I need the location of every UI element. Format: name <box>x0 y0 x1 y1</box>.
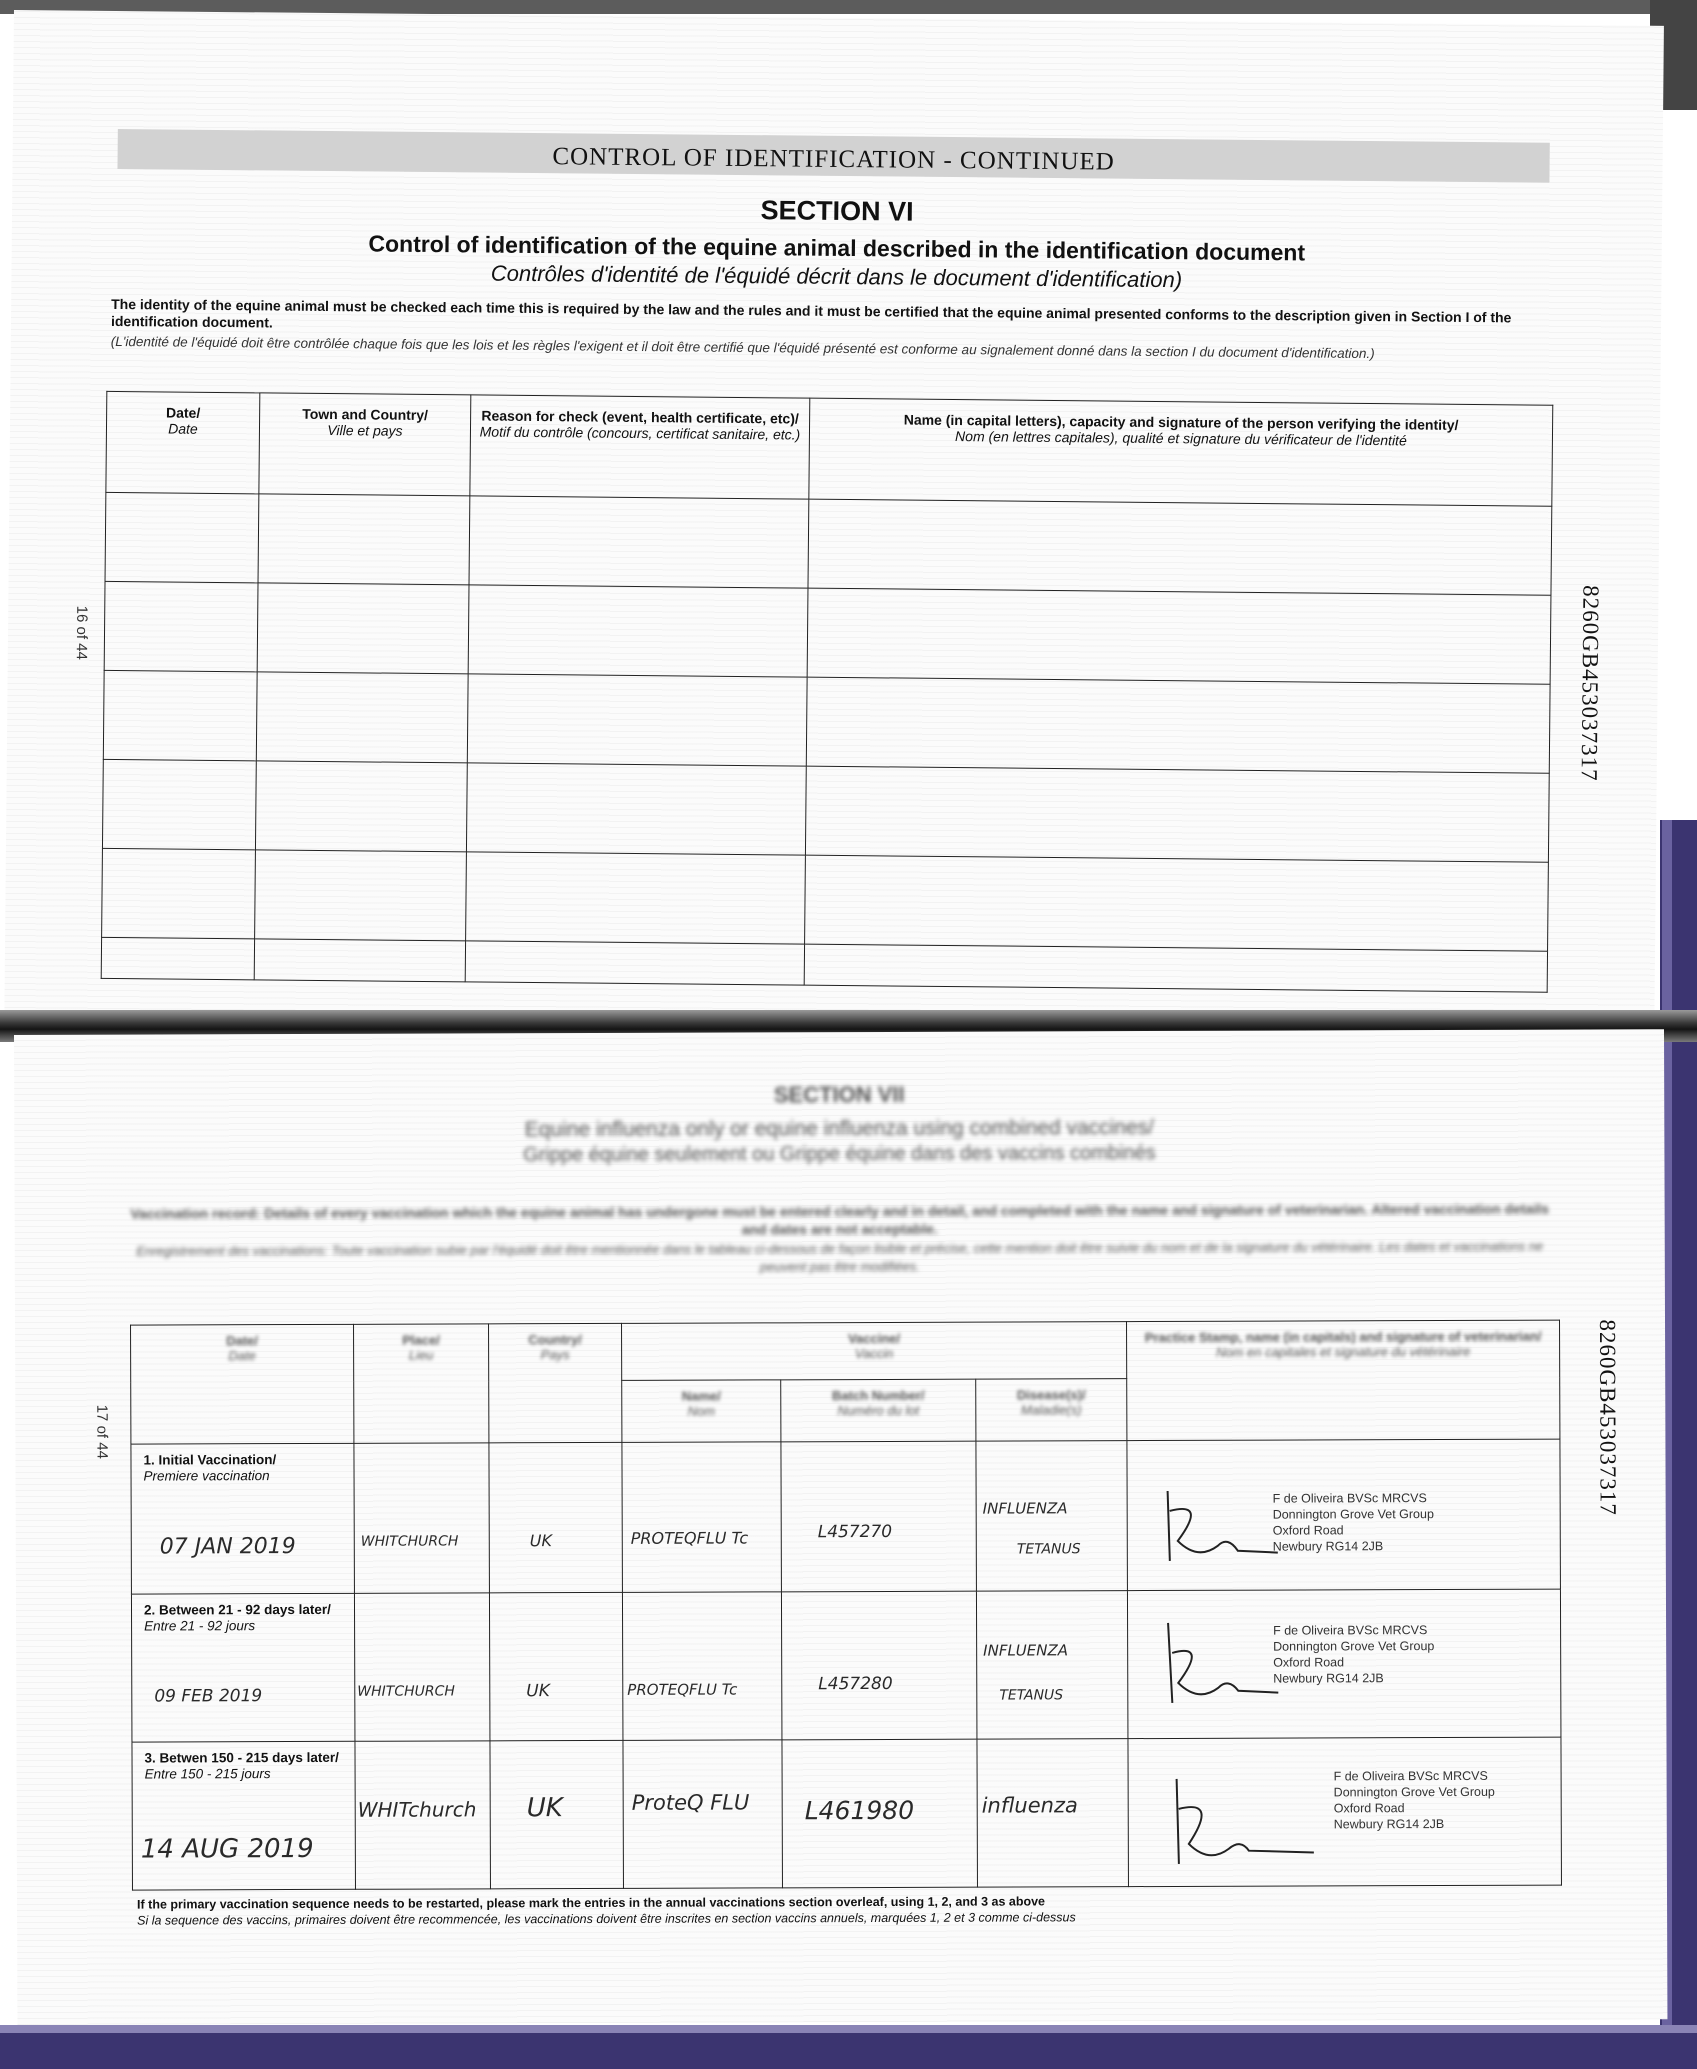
page-16 <box>4 10 1664 1036</box>
row-label: 2. Between 21 - 92 days later/ Entre 21 - 92 jours <box>143 1601 331 1634</box>
document-id: 8260GB453037317 <box>1576 585 1604 782</box>
cell-vaccine-name[interactable] <box>622 1442 782 1593</box>
cell-date[interactable] <box>102 759 256 849</box>
col-reason: Reason for check (event, health certificate, etc)/ Motif du contrôle (concours, certificat sanitaire, etc.) <box>470 395 810 499</box>
page-number: 16 of 44 <box>72 605 91 660</box>
cell-date[interactable] <box>132 1741 356 1890</box>
cell-date[interactable] <box>105 492 259 582</box>
handwritten-date: 09 FEB 2019 <box>154 1686 263 1707</box>
handwritten-place: WHITchurch <box>357 1797 477 1822</box>
cell-date[interactable] <box>103 670 257 760</box>
cell-reason[interactable] <box>466 852 806 944</box>
section-title: SECTION VII <box>773 1081 905 1108</box>
table-row <box>105 492 1552 595</box>
col-disease: Disease(s)/ Maladie(s) <box>976 1379 1127 1442</box>
cell-town[interactable] <box>256 672 468 763</box>
handwritten-batch: L457270 <box>817 1521 893 1543</box>
cell-reason[interactable] <box>469 496 809 588</box>
cell-place[interactable] <box>355 1741 491 1889</box>
intro-text-en: The identity of the equine animal must be checked each time this is required by the law and the rules and it must be certified that the equine animal presented conforms to the description given in Section I of the identification document. <box>110 295 1512 331</box>
cell-date[interactable] <box>131 1593 355 1742</box>
col-practice: Practice Stamp, name (in capitals) and signature of veterinarian/ Nom en capitales et signature du vétérinaire <box>1127 1320 1560 1441</box>
cell-disease[interactable] <box>976 1441 1128 1592</box>
table-row <box>131 1589 1561 1742</box>
practice-stamp: F de Oliveira BVSc MRCVS Donnington Grove Vet Group Oxford Road Newbury RG14 2JB <box>1273 1623 1435 1686</box>
cell-verifier[interactable] <box>805 766 1549 862</box>
handwritten-disease: INFLUENZA <box>982 1499 1068 1518</box>
table-row <box>103 670 1550 773</box>
signature-icon <box>1149 1768 1319 1869</box>
cell-verifier[interactable] <box>807 588 1551 684</box>
section-title: SECTION VI <box>760 195 914 227</box>
cell-reason[interactable] <box>465 941 804 985</box>
cell-town[interactable] <box>255 761 467 852</box>
cell-vaccine-name[interactable] <box>622 1592 782 1741</box>
row-label: 1. Initial Vaccination/ Premiere vaccination <box>143 1452 277 1484</box>
handwritten-batch: L457280 <box>818 1673 893 1695</box>
cell-disease[interactable] <box>976 1591 1128 1740</box>
table-header-row <box>106 391 1553 506</box>
subtitle-fr: Grippe équine seulement ou Grippe équine dans des vaccins combinés <box>523 1142 1156 1167</box>
cell-reason[interactable] <box>466 763 806 855</box>
cell-disease[interactable] <box>977 1739 1129 1888</box>
vaccination-table <box>130 1320 1562 1891</box>
page-17 <box>14 1029 1667 2025</box>
cell-town[interactable] <box>255 850 467 941</box>
intro-text-fr: Enregistrement des vaccinations: Toute vaccination subie par l'équidé doit être mentionnée dans le tableau ci-dessous de façon lisible et précise, cette mention doit être suivie du nom et de la signature du vétérinaire. Les dates et vaccinations ne peuvent pas être modifiées. <box>136 1238 1544 1275</box>
cell-batch[interactable] <box>781 1441 977 1592</box>
col-vaccine-name: Name/ Nom <box>622 1380 781 1443</box>
cell-batch[interactable] <box>782 1739 978 1888</box>
intro-text-en: Vaccination record: Details of every vaccination which the equine animal has undergone must be entered clearly and in detail, and completed with the name and signature of veterinarian. Altered vaccination details and dates are not acceptable. <box>130 1200 1549 1238</box>
intro-text-fr: (L'identité de l'équidé doit être contrôlée chaque fois que les lois et les règles l'exigent et il doit être certifié que l'équidé présenté est conforme au signalement donné dans la section I du document d'identification.) <box>110 333 1375 362</box>
handwritten-country: UK <box>526 1681 550 1702</box>
col-vaccine: Vaccine/ Vaccin <box>622 1322 1127 1381</box>
handwritten-date: 07 JAN 2019 <box>159 1534 296 1560</box>
col-verifier: Name (in capital letters), capacity and signature of the person verifying the identity/ Nom (en lettres capitales), qualité et signature du vérificateur de l'identité <box>809 398 1553 506</box>
cell-batch[interactable] <box>781 1591 977 1740</box>
col-batch: Batch Number/ Numéro du lot <box>781 1379 976 1442</box>
page-number: 17 of 44 <box>93 1404 111 1459</box>
cell-country[interactable] <box>490 1740 624 1888</box>
signature-icon <box>1148 1481 1288 1571</box>
table-header-row <box>131 1320 1560 1382</box>
handwritten-disease: influenza <box>981 1793 1078 1818</box>
practice-stamp: F de Oliveira BVSc MRCVS Donnington Grove Vet Group Oxford Road Newbury RG14 2JB <box>1272 1491 1434 1554</box>
cell-date[interactable] <box>104 581 258 671</box>
cell-verifier[interactable] <box>805 855 1549 951</box>
cell-practice-stamp[interactable] <box>1127 1439 1561 1591</box>
cell-date[interactable] <box>101 937 254 979</box>
handwritten-country: UK <box>526 1793 563 1824</box>
cell-vaccine-name[interactable] <box>623 1740 783 1889</box>
cell-verifier[interactable] <box>806 677 1550 773</box>
handwritten-vaccine: PROTEQFLU Tc <box>627 1680 738 1699</box>
handwritten-batch: L461980 <box>804 1795 915 1826</box>
col-date: Date/ Date <box>106 391 260 493</box>
cell-verifier[interactable] <box>804 944 1547 992</box>
cell-verifier[interactable] <box>808 499 1552 595</box>
cell-country[interactable] <box>489 1442 623 1592</box>
handwritten-place: WHITCHURCH <box>360 1533 459 1550</box>
cell-town[interactable] <box>257 583 469 674</box>
cell-country[interactable] <box>489 1592 623 1740</box>
cell-place[interactable] <box>354 1593 490 1741</box>
handwritten-place: WHITCHURCH <box>357 1683 455 1700</box>
cell-practice-stamp[interactable] <box>1128 1737 1562 1887</box>
col-country: Country/ Pays <box>489 1323 622 1442</box>
cell-reason[interactable] <box>468 585 808 677</box>
col-date: Date/ Date <box>131 1324 354 1444</box>
subtitle-en: Control of identification of the equine animal described in the identification document <box>368 230 1306 266</box>
cell-place[interactable] <box>354 1443 490 1593</box>
document-id: 8260GB453037317 <box>1595 1319 1621 1516</box>
table-row <box>132 1737 1562 1890</box>
table-row <box>131 1439 1561 1594</box>
subtitle-fr: Contrôles d'identité de l'équidé décrit dans le document d'identification) <box>490 260 1183 293</box>
cell-date[interactable] <box>131 1443 355 1594</box>
cell-reason[interactable] <box>467 674 807 766</box>
cell-town[interactable] <box>258 494 470 585</box>
cell-date[interactable] <box>102 848 256 938</box>
handwritten-country: UK <box>529 1531 553 1551</box>
table-row <box>102 848 1549 951</box>
signature-icon <box>1148 1613 1288 1713</box>
identity-check-table <box>101 391 1554 993</box>
col-town-country: Town and Country/ Ville et pays <box>259 393 471 496</box>
row-label: 3. Betwen 150 - 215 days later/ Entre 150 - 215 jours <box>144 1749 339 1782</box>
footnote: If the primary vaccination sequence needs to be restarted, please mark the entries in the annual vaccinations section overleaf, using 1, 2, and 3 as above Si la sequence des vaccins, primaires doivent être recommencée, les vaccinations doivent être inscrites en section vaccins annuels, marquées 1, 2 et 3 comme ci-dessus <box>137 1894 1076 1928</box>
cell-practice-stamp[interactable] <box>1127 1589 1561 1739</box>
handwritten-vaccine: ProteQ FLU <box>631 1790 750 1815</box>
practice-stamp: F de Oliveira BVSc MRCVS Donnington Grove Vet Group Oxford Road Newbury RG14 2JB <box>1333 1768 1495 1832</box>
handwritten-disease: TETANUS <box>1016 1541 1081 1558</box>
subtitle-en: Equine influenza only or equine influenza using combined vaccines/ <box>524 1116 1154 1142</box>
handwritten-vaccine: PROTEQFLU Tc <box>630 1528 749 1548</box>
section-banner: CONTROL OF IDENTIFICATION - CONTINUED <box>117 129 1549 183</box>
handwritten-disease: TETANUS <box>999 1687 1064 1704</box>
cover-edge-bottom <box>0 2025 1697 2069</box>
cell-town[interactable] <box>254 939 465 982</box>
handwritten-date: 14 AUG 2019 <box>140 1833 314 1865</box>
table-row <box>104 581 1551 684</box>
handwritten-disease: INFLUENZA <box>983 1641 1069 1660</box>
table-row <box>102 759 1549 862</box>
col-place: Place/ Lieu <box>354 1324 489 1443</box>
